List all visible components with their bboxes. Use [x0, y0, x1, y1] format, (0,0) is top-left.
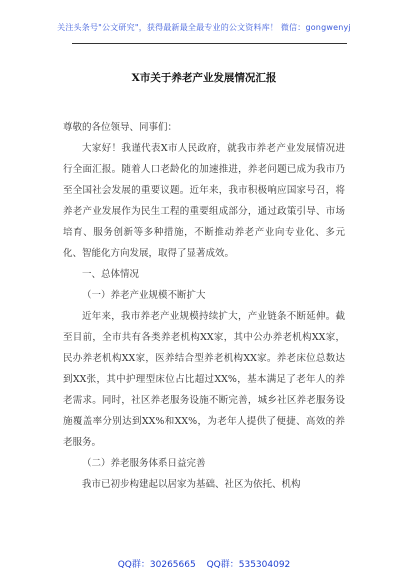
salutation: 尊敬的各位领导、同事们：: [63, 122, 178, 133]
intro-paragraph: 大家好！我谨代表X市人民政府，就我市养老产业发展情况进行全面汇报。随着人口老龄化的加速推进，养老问题已成为我市乃至全国社会发展的重要议题。近年来，我市积极响应国家号召，将养老产业发展作为民生工程的重要组成部分，通过政策引导、市场培育、服务创新等多种措施，不断推动养老产业向专业化、多元化、智能化方向发展，取得了显著成效。: [63, 143, 345, 259]
header-divider: [72, 43, 347, 44]
qq-group-1: QQ群：30265665: [117, 560, 196, 570]
document-body: [63, 110, 345, 495]
footer-contacts: [0, 557, 408, 570]
subsection-heading: （一）养老产业规模不断扩大: [82, 290, 206, 301]
body-paragraph: 近年来，我市养老产业规模持续扩大，产业链条不断延伸。截至目前，全市共有各类养老机构XX家，其中公办养老机构XX家，民办养老机构XX家，医养结合型养老机构XX家。养老床位总数达到XX张，其中护理型床位占比超过XX%，基本满足了老年人的养老需求。同时，社区养老服务设施不断完善，城乡社区养老服务设施覆盖率分别达到XX%和XX%，为老年人提供了便捷、高效的养老服务。: [63, 311, 345, 448]
header-notice: 关注头条号"公文研究"，获得最新最全最专业的公文资料库！ 微信：gongwenyj: [57, 23, 351, 32]
subsection-heading: （二）养老服务体系日益完善: [82, 458, 206, 469]
qq-group-2: QQ群：535304092: [206, 560, 291, 570]
section-heading: 一、总体情况: [82, 269, 140, 280]
body-paragraph: 我市已初步构建起以居家为基础、社区为依托、机构: [82, 479, 301, 490]
document-title: X市关于养老产业发展情况汇报: [131, 72, 277, 84]
